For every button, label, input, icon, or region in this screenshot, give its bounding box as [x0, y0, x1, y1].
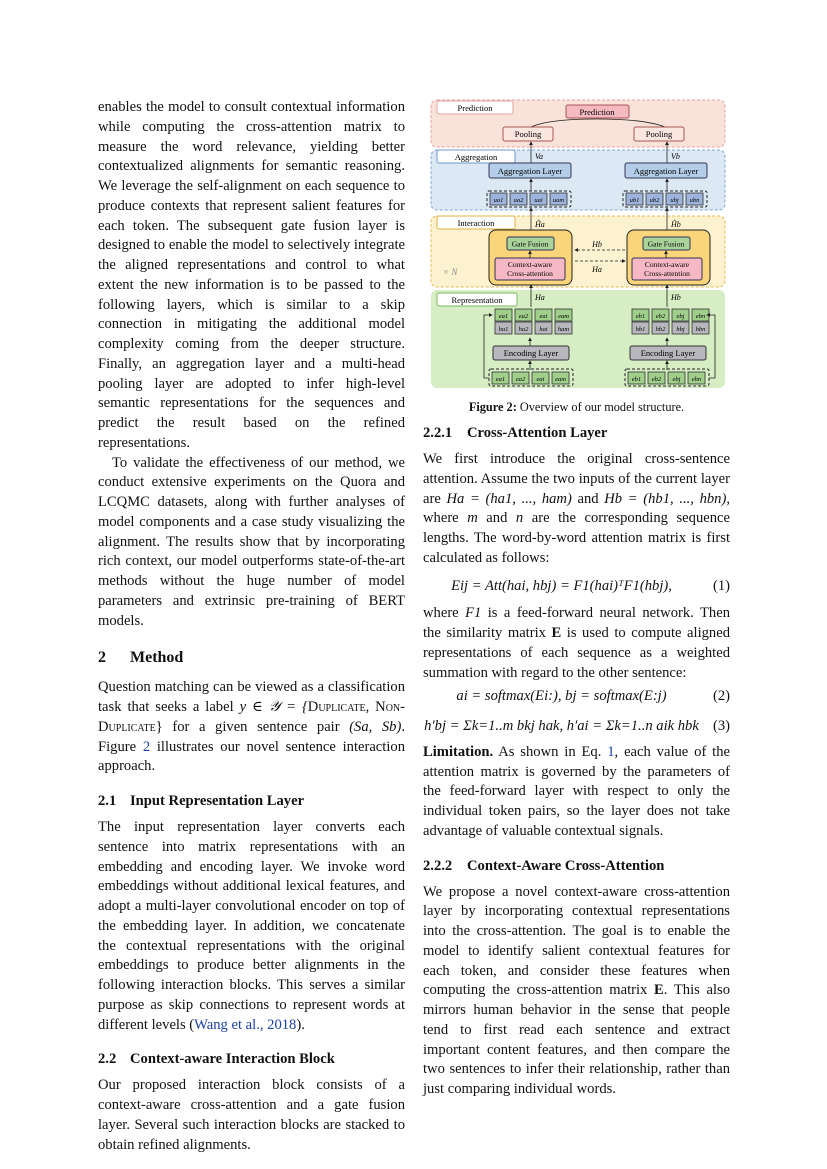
- paragraph-limitation: Limitation. As shown in Eq. 1, each value of the attention matrix is governed by the parameters of the feed-forward layer with respect to only the individual token pairs, so the layer does not take advantage of valuable contextual signals.: [423, 743, 731, 839]
- token-h-a-label: ham: [557, 326, 570, 333]
- equation-1: Eij = Att(hai, hbj) = F1(hai)ᵀF1(hbj), (1): [451, 577, 730, 594]
- cross-attention-a-line2: Cross-attention: [507, 269, 553, 278]
- figure-caption: Figure 2: Overview of our model structure.: [468, 400, 685, 414]
- section-heading-2-2-1: 2.2.1 Cross-Attention Layer: [423, 425, 608, 441]
- citation-link[interactable]: Wang et al., 2018: [194, 1016, 297, 1033]
- token-e-b-label: ebn: [695, 313, 706, 320]
- token-u-a-label: uai: [534, 197, 543, 204]
- encoding-layer-a: Encoding Layer: [503, 348, 559, 358]
- token-input-b-label: eb1: [631, 376, 642, 383]
- token-e-a-label: eai: [539, 313, 548, 320]
- paragraph-intro-continued: enables the model to consult contextual information while computing the cross-attention matrix to measure the word relevance, yielding better contextualized alignments for semantic reasoning. We leverage the self-alignment on each sequence to produce contexts that represent salient features for each token. The subsequent gate fusion layer is designed to enable the model to selectively integrate the aligned representations and control to what extent the new information is to be passed to the following layers, which is similar to a skip connection in mitigating the additional model complexity coming from the deeper structure. Finally, an aggregation layer and a multi-head pooling layer are adopted to infer high-level semantic representations for the sequences and predict the result based on the refined representations.: [98, 99, 405, 451]
- token-input-b-label: ebj: [672, 376, 681, 383]
- token-e-b-label: ebj: [676, 313, 685, 320]
- token-h-b-label: hb2: [655, 326, 666, 333]
- token-input-a-label: eam: [555, 376, 566, 383]
- label-hb: Hb: [671, 293, 681, 302]
- token-u-b-label: ubn: [689, 197, 700, 204]
- token-h-b-label: hb1: [635, 326, 646, 333]
- paragraph-similarity: where F1 is a feed-forward neural network. Then the similarity matrix E is used to compute aligned representations of each sequence as a weighted summation with regard to the other sentence:: [423, 605, 730, 681]
- aggregation-layer-a: Aggregation Layer: [497, 166, 563, 176]
- aggregation-layer-b: Aggregation Layer: [633, 166, 699, 176]
- equation-link[interactable]: 1: [607, 743, 615, 760]
- token-e-b-label: eb1: [635, 313, 646, 320]
- token-e-b-label: eb2: [655, 313, 666, 320]
- token-h-a-label: ha1: [498, 326, 509, 333]
- paragraph-input-representation: The input representation layer converts each sentence into matrix representations with an embedding and encoding layer. We invoke word embeddings without additional lexical features, and adopt a multi-layer convolutional encoder on top of the embedding layer. In addition, we concatenate the contextual representations with the original embeddings to produce better alignments in the following interaction blocks. This serves a similar purpose as skip connections to represent words at different levels (Wang et al., 2018).: [98, 819, 405, 1033]
- token-input-a-label: eai: [536, 376, 545, 383]
- panel-label-representation: Representation: [451, 295, 503, 305]
- pooling-box-a: Pooling: [514, 129, 542, 139]
- paragraph-cross-attention: We first introduce the original cross-sentence attention. Assume the two inputs of the current layer are Ha = (ha1, ..., ham) and Hb = (hb1, ..., hbn), where m and n are the corresponding sequence lengths. The word-by-word attention matrix is first calculated as follows:: [423, 451, 730, 566]
- token-e-a-label: ea1: [498, 313, 509, 320]
- token-e-a-label: eam: [558, 313, 569, 320]
- figure-link[interactable]: 2: [142, 738, 151, 755]
- label-va: Va: [535, 152, 543, 161]
- gate-fusion-b: Gate Fusion: [647, 239, 685, 249]
- panel-label-prediction: Prediction: [457, 103, 493, 113]
- label-hat-hb: Ĥb: [671, 220, 681, 229]
- cross-attention-b-line2: Cross-attention: [644, 269, 690, 278]
- section-heading-2-1: 2.1 Input Representation Layer: [98, 793, 305, 809]
- token-u-a-label: uam: [552, 197, 565, 204]
- encoding-layer-b: Encoding Layer: [640, 348, 696, 358]
- gate-fusion-a: Gate Fusion: [511, 239, 549, 249]
- paragraph-method: Question matching can be viewed as a classification task that seeks a label y ∈ 𝒴 = {Duplicate, Non-Duplicate} for a given sentence pair (Sa, Sb). Figure 2 illustrates our novel sentence interaction approach.: [98, 679, 406, 775]
- token-input-a-label: ea2: [515, 376, 526, 383]
- token-h-a-label: hai: [539, 326, 548, 333]
- token-u-b-label: ub1: [629, 197, 640, 204]
- cross-attention-a-line1: Context-aware: [507, 260, 553, 269]
- token-input-b-label: ebn: [691, 376, 702, 383]
- token-h-b-label: hbn: [695, 326, 706, 333]
- right-column: [423, 423, 730, 1100]
- panel-label-aggregation: Aggregation: [454, 152, 498, 162]
- pooling-box-b: Pooling: [645, 129, 673, 139]
- paragraph-context-aware: We propose a novel context-aware cross-attention layer by incorporating contextual representations into the cross-attention. The goal is to enable the model to identify salient contextual features for each token, and consider these features when computing the cross-attention matrix E. This also mirrors human behavior in the sense that people tend to first read each sentence and extract important content features, and then compare the two sentences to infer their relationship, rather than just comparing individual words.: [423, 883, 731, 1097]
- section-heading-2-2-2: 2.2.2 Context-Aware Cross-Attention: [423, 857, 665, 874]
- token-h-a-label: ha2: [518, 326, 529, 333]
- label-hat-ha: Ĥa: [535, 220, 545, 229]
- token-input-b-label: eb2: [651, 376, 662, 383]
- token-h-b-label: hbj: [676, 326, 685, 333]
- model-structure-figure: [429, 97, 727, 392]
- cross-attention-b-line1: Context-aware: [644, 260, 690, 269]
- left-column: [98, 98, 405, 1155]
- token-u-a-label: ua1: [493, 197, 504, 204]
- token-u-a-label: ua2: [513, 197, 524, 204]
- equation-3: h′bj = Σk=1..m bkj hak, h′ai = Σk=1..n aik hbk (3): [424, 718, 730, 734]
- equation-2: ai = softmax(Ei:), bj = softmax(E:j) (2): [456, 688, 730, 705]
- token-input-a-label: ea1: [495, 376, 506, 383]
- section-heading-2-2: 2.2 Context-aware Interaction Block: [98, 1051, 335, 1068]
- times-n-label: × N: [443, 267, 458, 277]
- section-heading-method: 2 Method: [98, 649, 184, 667]
- label-hb-cross: Hb: [592, 240, 602, 249]
- label-ha: Ha: [535, 293, 545, 302]
- paragraph-validation: To validate the effectiveness of our method, we conduct extensive experiments on the Quora and LCQMC datasets, along with further analyses of model components and a case study visualizing the alignment. The results show that by incorporating rich context, our model outperforms state-of-the-art methods without the huge number of model parameters and extrinsic pre-training of BERT models.: [98, 454, 405, 629]
- token-e-a-label: ea2: [518, 313, 529, 320]
- label-ha-cross: Ha: [592, 265, 602, 274]
- paragraph-interaction-block: Our proposed interaction block consists of a context-aware cross-attention and a gate fusion layer. Several such interaction blocks are stacked to obtain refined alignments.: [98, 1077, 405, 1153]
- token-u-b-label: ub2: [649, 197, 660, 204]
- prediction-box: Prediction: [579, 107, 615, 117]
- label-vb: Vb: [671, 152, 680, 161]
- panel-label-interaction: Interaction: [457, 218, 495, 228]
- token-u-b-label: ubj: [670, 197, 679, 204]
